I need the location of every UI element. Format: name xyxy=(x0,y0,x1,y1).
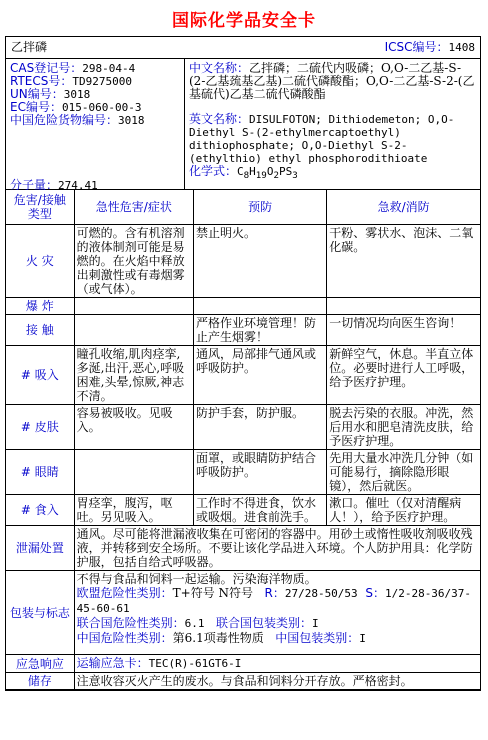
names-block xyxy=(185,59,480,189)
header-aid: 急救/消防 xyxy=(327,190,480,225)
row-aid: 一切情况均向医生咨询！ xyxy=(327,315,480,346)
card-title: 国际化学品安全卡 xyxy=(172,11,316,31)
row-acute: 瞳孔收缩,肌肉痉挛,多涎,出汗,恶心,呼吸困难,头晕,惊厥,神志不清。 xyxy=(74,346,193,405)
molecular-weight: 分子量：274.41 xyxy=(10,178,98,192)
row-aid: 干粉、雾状水、泡沫、二氧化碳。 xyxy=(327,225,480,298)
table-row xyxy=(6,405,480,450)
table-row xyxy=(6,346,480,405)
storage-row xyxy=(6,673,480,690)
row-category: 接 触 xyxy=(6,315,74,346)
table-row xyxy=(6,315,480,346)
row-prevent: 防护手套，防护服。 xyxy=(194,405,327,450)
rtecs-number: RTECS号：TD9275000 xyxy=(10,74,132,88)
table-row xyxy=(6,225,480,298)
spill-text: 通风。尽可能将泄漏液收集在可密闭的容器中。用砂土或惰性吸收剂吸收残液，并转移到安全场所。不要让该化学品进入环境。个人防护用具：化学防护服，包括自给式呼吸器。 xyxy=(74,526,480,571)
row-acute: 可燃的。含有机溶剂的液体制剂可能是易燃的。在火焰中释放出刺激性或有毒烟雾（或气体）。 xyxy=(74,225,193,298)
english-name: 英文名称：DISULFOTON; Dithiodemeton; O,O-Diethyl S-(2-ethylmercaptoethyl) dithiophosphate; O,O-Diethyl S-2-(ethylthio) ethyl phosphorodithioate xyxy=(189,112,455,165)
row-category: 爆 炸 xyxy=(6,298,74,315)
row-prevent xyxy=(194,298,327,315)
row-prevent: 工作时不得进食，饮水或吸烟。进食前洗手。 xyxy=(194,495,327,526)
icsc-number: ICSC编号：1408 xyxy=(384,40,475,54)
identifier-list xyxy=(6,59,185,192)
header-acute: 急性危害/症状 xyxy=(74,190,193,225)
table-row xyxy=(6,450,480,495)
un-number: UN编号：3018 xyxy=(10,87,91,101)
un-classification: 联合国危险性类别：6.1 联合国包装类别：I xyxy=(76,616,319,630)
hazard-table xyxy=(6,190,480,690)
row-aid xyxy=(327,298,480,315)
safety-card xyxy=(5,36,481,691)
storage-text: 注意收容灭火产生的废水。与食品和饲料分开存放。严格密封。 xyxy=(74,673,480,690)
chemical-formula: 化学式：$C_8H_{19}O_2PS_3$ xyxy=(189,164,298,182)
china-classification: 中国危险性类别：第6.1项毒性物质 中国包装类别：I xyxy=(76,631,366,645)
spill-row xyxy=(6,526,480,571)
cas-number: CAS登记号：298-04-4 xyxy=(10,61,136,75)
emergency-row xyxy=(6,655,480,673)
emergency-content: 运输应急卡：TEC(R)-61GT6-I xyxy=(74,655,480,673)
storage-category: 储存 xyxy=(6,673,74,690)
row-acute: 容易被吸收。见吸入。 xyxy=(74,405,193,450)
packaging-transport-note: 不得与食品和饲料一起运输。污染海洋物质。 xyxy=(76,572,317,586)
packaging-row xyxy=(6,571,480,655)
row-aid: 先用大量水冲洗几分钟（如可能易行，摘除隐形眼镜），然后就医。 xyxy=(327,450,480,495)
header-type: 危害/接触类型 xyxy=(6,190,74,225)
row-category: # 食入 xyxy=(6,495,74,526)
row-prevent: 面罩，或眼睛防护结合呼吸防护。 xyxy=(194,450,327,495)
row-acute xyxy=(74,298,193,315)
row-acute: 胃痉挛，腹泻，呕吐。另见吸入。 xyxy=(74,495,193,526)
emergency-category: 应急响应 xyxy=(6,655,74,673)
identifiers-section xyxy=(6,59,480,190)
spill-category: 泄漏处置 xyxy=(6,526,74,571)
table-row xyxy=(6,495,480,526)
row-category: 火 灾 xyxy=(6,225,74,298)
row-aid: 漱口。催吐（仅对清醒病人！），给予医疗护理。 xyxy=(327,495,480,526)
packaging-content xyxy=(74,571,480,655)
row-prevent: 严格作业环境管理！防止产生烟雾！ xyxy=(194,315,327,346)
row-category: # 眼睛 xyxy=(6,450,74,495)
row-aid: 新鲜空气，休息。半直立体位。必要时进行人工呼吸，给予医疗护理。 xyxy=(327,346,480,405)
china-dg-number: 中国危险货物编号：3018 xyxy=(10,113,145,127)
table-row xyxy=(6,298,480,315)
row-aid: 脱去污染的衣服。冲洗，然后用水和肥皂清洗皮肤，给予医疗护理。 xyxy=(327,405,480,450)
row-prevent: 通风，局部排气通风或呼吸防护。 xyxy=(194,346,327,405)
row-acute xyxy=(74,450,193,495)
row-category: # 皮肤 xyxy=(6,405,74,450)
ec-number: EC编号：015-060-00-3 xyxy=(10,100,142,114)
header-prevent: 预防 xyxy=(194,190,327,225)
packaging-category: 包装与标志 xyxy=(6,571,74,655)
chinese-name: 中文名称：乙拌磷；二硫代内吸磷；O,O-二乙基-S-(2-乙基巯基乙基)二硫代磷酸酯；O,O-二乙基-S-2-(乙基硫代)乙基二硫代磷酸酯 xyxy=(189,61,475,101)
row-category: # 吸入 xyxy=(6,346,74,405)
row-acute xyxy=(74,315,193,346)
eu-classification: 欧盟危险性类别：T+符号 N符号 R：27/28-50/53 S：1/2-28-36/37-45-60-61 xyxy=(76,586,472,615)
hazard-table-header xyxy=(6,190,480,225)
name-row xyxy=(6,37,480,59)
chemical-name: 乙拌磷 xyxy=(11,40,48,54)
row-prevent: 禁止明火。 xyxy=(194,225,327,298)
